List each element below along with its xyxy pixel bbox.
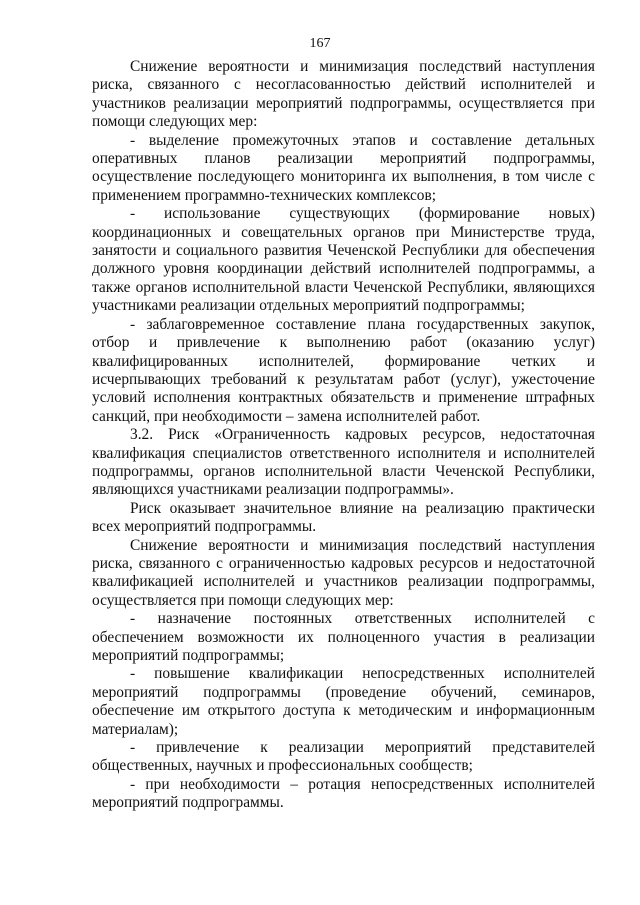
list-item-community-involvement: - привлечение к реализации мероприятий представителей общественных, научных и профессиональных сообществ; — [92, 739, 595, 775]
list-item-coordination-bodies: - использование существующих (формирование новых) координационных и совещательных органов при Министерстве труда, занятости и социального развития Чеченской Республики для обеспечения должного уровня координации действий исполнителей подпрограммы, а также органов исполнительной власти Чеченской Республики, являющихся участниками реализации отдельных мероприятий подпрограммы; — [92, 205, 595, 315]
list-item-permanent-executors: - назначение постоянных ответственных исполнителей с обеспечением возможности их полноценного участия в реализации мероприятий подпрограммы; — [92, 610, 595, 664]
list-item-procurement-plan: - заблаговременное составление плана государственных закупок, отбор и привлечение к выполнению работ (оказанию услуг) квалифицированных исполнителей, формирование четких и исчерпывающих требований к результатам работ (услуг), ужесточение условий исполнения контрактных обязательств и применение штрафных санкций, при необходимости – замена исполнителей работ. — [92, 315, 595, 425]
body-text — [92, 58, 595, 813]
page-number: 167 — [309, 36, 331, 51]
paragraph-risk-3-2: 3.2. Риск «Ограниченность кадровых ресурсов, недостаточная квалификация специалистов ответственного исполнителя и исполнителей подпрограммы, органов исполнительной власти Чеченской Республики, являющихся участниками реализации подпрограммы». — [92, 426, 595, 499]
list-item-intermediate-stages: - выделение промежуточных этапов и составление детальных оперативных планов реализации мероприятий подпрограммы, осуществление последующего мониторинга их выполнения, в том числе с применением программно-технических комплексов; — [92, 131, 595, 204]
paragraph-risk-impact: Риск оказывает значительное влияние на реализацию практически всех мероприятий подпрограммы. — [92, 499, 595, 536]
paragraph-staff-risk-mitigation-intro: Снижение вероятности и минимизация последствий наступления риска, связанного с ограниченностью кадровых ресурсов и недостаточной квалификацией исполнителей и участников реализации подпрограммы, осуществляется при помощи следующих мер: — [92, 536, 595, 609]
list-item-qualification-improvement: - повышение квалификации непосредственных исполнителей мероприятий подпрограммы (проведение обучений, семинаров, обеспечение им открытого доступа к методическим и информационным материалам); — [92, 665, 595, 738]
paragraph-risk-mitigation-intro: Снижение вероятности и минимизация последствий наступления риска, связанного с несогласованностью действий исполнителей и участников реализации мероприятий подпрограммы, осуществляется при помощи следующих мер: — [92, 58, 595, 131]
list-item-rotation: - при необходимости – ротация непосредственных исполнителей мероприятий подпрограммы. — [92, 775, 595, 812]
